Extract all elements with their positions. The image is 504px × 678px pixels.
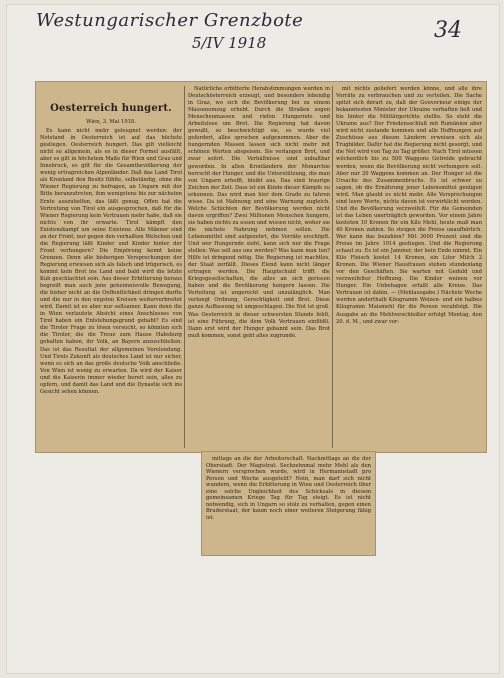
article-column-3 [336,86,482,448]
article-text-continuation: mittags an die der Arbeiterschaft. Nachmittags an die der Oberstadt. Der Magistrat. Sechzehnmal mehr Mehl als den Wienern versprochen wurde, wird in Hermannstadt pro Person und Woche ausgeteilt? Nein, man darf sich nicht wundern, wenn die Erbitterung in Wien und Oesterreich über eine solche Ungleichheit des Schicksals in diesem gemeinsamen Kriege Tag für Tag steigt. Es ist nicht notwendig, sich in Ungarn so stolz zu verhalten, gegen einen Bruderstaat, der kaum noch einer weiteren Steigerung fähig ist. [206,456,371,521]
article-heading: Oesterreich hungert. [50,103,172,114]
handwritten-page-number: 34 [434,18,462,43]
column-divider [332,86,333,448]
article-dateline: Wien, 3. Mai 1918. [86,119,136,125]
newspaper-clipping-main [36,82,486,452]
article-text-col3: mit nichts geliefert werden könne, und alle ihre Vorräte zu verbrauchen und zu verteilen. Die Sache spitzt sich derart zu, daß der Gouverneur einige der bekanntesten Minister der Ukraine verhaften ließ und bis hinter die Militärgerichte stellte. So steht die Ukraine aus? Der Friedensschluß mit Rumänien aber wird nicht zustande kommen und alle Hoffnungen auf Zuschüsse aus diesen Ländern erweisen sich als Trugbilder. Dafür hat die Regierung nicht gesorgt, und die Not wird von Tag zu Tag größer. Nach Tirol müssen wöchentlich bis zu 500 Waggons Getreide gebracht werden, wenn die Bevölkerung nicht verhungern soll. Aber nur 20 Waggons kommen an. Der Hunger ist die Ursache des Zusammenbruchs. Es ist schwer zu sagen, ob die Ernährung jener Lebensmittel genügen wird. Man glaubt es nicht mehr. Alle Versprechungen sind leere Worte, nichts davon ist verwirklicht worden. Und die Bevölkerung verzweifelt. Für die Gemeinden ist das Leben unerträglich geworden. Vor einem Jahre kosteten 10 Kronen für ein Kilo Mehl, heute muß man 40 Kronen zahlen. So steigen die Preise unaufhörlich. Wer kann das bezahlen? Mit 3000 Prozent sind die Preise im Jahre 1914 gestiegen. Und die Regierung schaut zu. Es ist ein Jammer, der kein Ende nimmt. Ein Kilo Fleisch kostet 14 Kronen, ein Liter Milch 2 Kronen. Die Wiener Hausfrauen stehen stundenlang vor den Geschäften. Sie warten mit Geduld und verzweifelter Hoffnung. Die Kinder weinen vor Hunger. Ein Unbehagen erfaßt alle Kreise. Das Vertrauen ist dahin. — (Mehlausgabe.) Nächste Woche werden anderthalb Kilogramm Weizen- und ein halbes Kilogramm Maismehl für die Person verabfolgt. Die Ausgabe an die Mehlverschleißer erfolgt Montag, den 20. d. M., und zwar vor- [336,86,482,325]
column-divider [184,86,185,448]
archive-sheet [6,4,500,674]
handwritten-date: 5/IV 1918 [192,34,267,52]
article-continuation [206,456,371,551]
article-column-2 [188,86,330,448]
article-text-col1: Es kann nicht mehr geleugnet werden: der Notstand in Oesterreich ist auf das höchste gestiegen. Oesterreich hungert. Das gilt vielleicht nicht so allgemein, als es in dieser Formel ausfällt, aber es gilt in höchstem Maße für Wien und Graz und Innsbruck, es gilt für die Gesamtbevölkerung der wenig ertragreichen Alpenländer. Daß das Land Tirol als Kronland den Besitz fühlte, selbständig, ohne die Wiener Regierung zu befragen, an Ungarn mit der Bitte heranzutreten, ihm wenigstens bis zur nächsten Ernte auszuhelfen, das läßt genug. Offen hat die Vertretung von Tirol ein ausgesprochen, daß für die Wiener Regierung kein Vertrauen mehr habe, daß sie nichts von ihr erwarte. Tirol kämpft den Existenzkampf um seine Existenz. Alle Männer sind an der Front, nur gegen den verhaßten Welschen und die Regierung läßt Kinder und Kinder hinter der Front verhungern? Die Empörung kennt keine Grenzen. Denn alle bisherigen Versprechungen der Regierung erwiesen sich als falsch und trügerisch, es kommt kein Brot ins Land und bald wird die letzte Kuh geschlachtet sein. Aus dieser Erbitterung heraus begreift man auch jene geheimnisvolle Bewegung, die bisher nicht an die Oeffentlichkeit dringen durfte und die nur in den engsten Kreisen weiterverbreitet wird. Damit ist es aber nur seltsamer. Kann denn die in Wien verlautete Absicht eines Anschlusses von Tirol haben ein Entstehungsgrund gehabt? Es sind die Tiroler Frage zu lösen versucht, so könnten sich die Tiroler, die die Treue zum Hause Habsburg gehalten haben, ihr Volk, an Bayern anzuschließen. Das ist das Resultat der allgemeinen Verelendung. Und Tirols Zukunft als deutsches Land ist nur sicher, wenn es sich an das große deutsche Volk anschließe. Von Wien ist wenig zu erwarten. Da wird der Kaiser und die Kaiserin immer wieder bereit sein, alles zu opfern, und damit das Land und die Dynastie sich ins Gesicht sehen können. [40,128,182,395]
article-column-1 [40,86,182,448]
newspaper-clipping-continuation [202,452,375,555]
handwritten-newspaper-name: Westungarischer Grenzbote [36,10,304,31]
article-text-col2: Natürliche erbitterte Herabstimmungen werden in Deutschösterreich erzeugt, und besonders lebendig in Graz, wo sich die Bevölkerung bei zu einem Massenumzug erhebt. Durch die Straßen zogen Menschenmassen und riefen Hungernde und Arbeitslose um Brot. Die Regierung hat davon gewußt, so beschwichtigt sie, es wurde viel gefordert, alles sprochen aufgenommen. Aber die hungernden Massen lassen sich nicht mehr mit schönen Worten abspeisen. Sie verlangen Brot, und zwar sofort. Die Verhältnisse sind unhaltbar geworden. In allen Kronländern der Monarchie herrscht der Hunger, und die Unterstützung, die man von Ungarn erhofft, bleibt aus. Das sind traurige Zeichen der Zeit. Dass ist ein Kinde dieser Kämpfe zu erkennen. Das wird man hier dem Grade zu fahren wisse. Da ist Mahnung und eine Warnung zugleich. Welche Schichten der Bevölkerung werden nicht davon ergriffen? Zwei Millionen Menschen hungern, sie haben nichts zu essen und wissen nicht, woher sie die nächste Nahrung nehmen sollen. Die Lebensmittel sind aufgezehrt, die Vorräte erschöpft. Und wer Hungernde sieht, kann sich nur die Frage stellen: Was soll aus uns werden? Was kann man tun? Hilfe ist dringend nötig. Die Regierung ist machtlos, der Staat zerfällt. Dieses Elend kann nicht länger ertragen werden. Die Hauptschuld trifft die Kriegsgesellschaften, die alles an sich gerissen haben und die Bevölkerung hungern lassen. Die Verteilung ist ungerecht und unzulänglich. Man verlangt Ordnung, Gerechtigkeit und Brot. Diese ganze Auffassung ist umgeschlagen. Die Not ist groß. Was Oesterreich in dieser schwersten Stunde fehlt, ist eine Führung, die dem Volk Vertrauen einflößt. Dann erst wird der Hunger gebannt sein. Das Brot muß kommen, sonst geht alles zugrunde. [188,86,330,339]
